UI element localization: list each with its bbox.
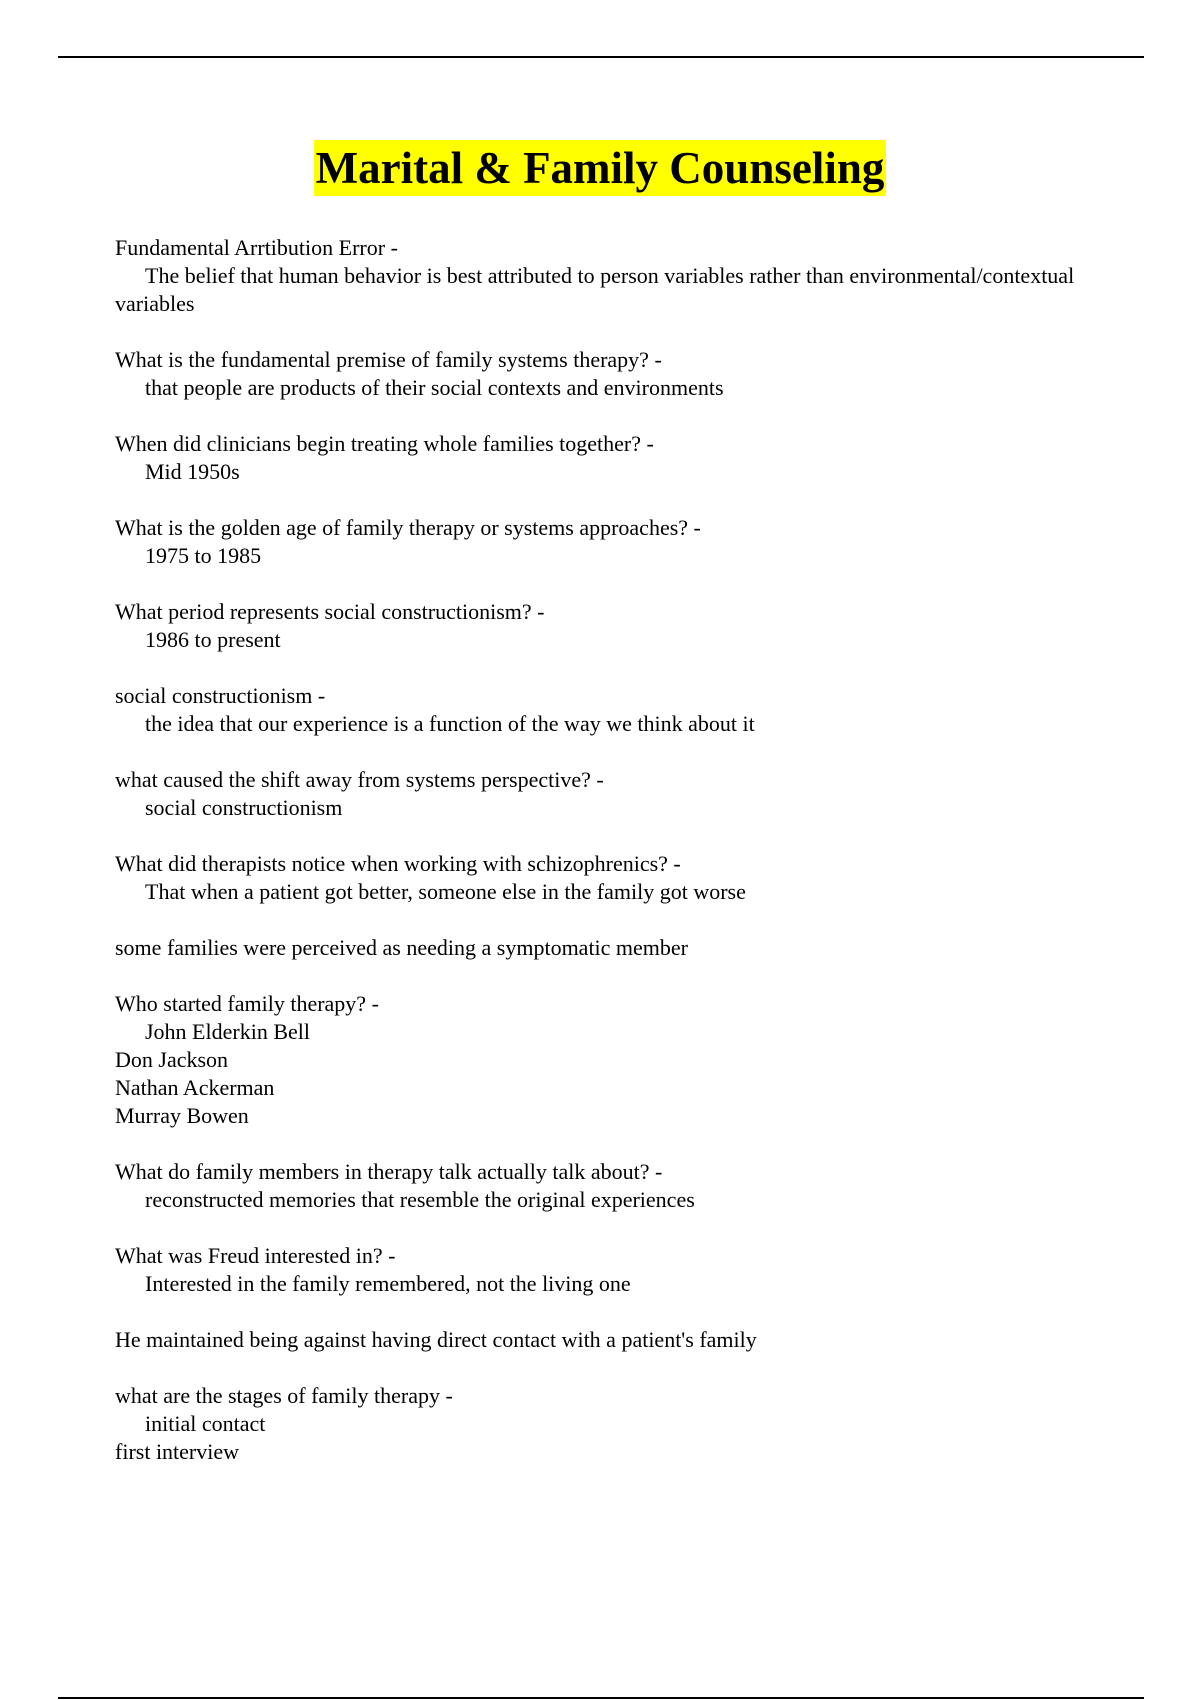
- flashcard-definition-line: first interview: [115, 1439, 240, 1464]
- flashcard-term: What is the fundamental premise of family systems therapy? -: [115, 346, 1115, 374]
- flashcard-entry: [115, 430, 1115, 486]
- flashcard-definition: initial contact: [145, 1411, 266, 1436]
- flashcard-entry: [115, 1242, 1115, 1298]
- flashcard-entry: [115, 990, 1115, 1130]
- flashcard-list: [115, 234, 1115, 1494]
- flashcard-definition-line: Murray Bowen: [115, 1103, 249, 1128]
- flashcard-definition: The belief that human behavior is best attributed to person variables rather than environmental/contextual variables: [115, 263, 1075, 316]
- flashcard-term: what caused the shift away from systems perspective? -: [115, 766, 1115, 794]
- flashcard-entry: [115, 850, 1115, 906]
- flashcard-term: What do family members in therapy talk actually talk about? -: [115, 1158, 1115, 1186]
- flashcard-definition: reconstructed memories that resemble the original experiences: [145, 1187, 695, 1212]
- flashcard-definition: That when a patient got better, someone else in the family got worse: [145, 879, 746, 904]
- flashcard-definition: the idea that our experience is a function of the way we think about it: [145, 711, 755, 736]
- flashcard-definition-line: Nathan Ackerman: [115, 1075, 275, 1100]
- flashcard-entry: [115, 1158, 1115, 1214]
- flashcard-entry: [115, 598, 1115, 654]
- flashcard-term: What period represents social constructionism? -: [115, 598, 1115, 626]
- flashcard-definition: John Elderkin Bell: [145, 1019, 310, 1044]
- header-rule: [58, 56, 1144, 58]
- flashcard-definition: that people are products of their social contexts and environments: [145, 375, 724, 400]
- flashcard-definition: 1975 to 1985: [145, 543, 262, 568]
- flashcard-term: what are the stages of family therapy -: [115, 1382, 1115, 1410]
- flashcard-extra-text: some families were perceived as needing a symptomatic member: [115, 935, 689, 960]
- flashcard-term: What was Freud interested in? -: [115, 1242, 1115, 1270]
- flashcard-definition: 1986 to present: [145, 627, 281, 652]
- flashcard-entry: [115, 234, 1115, 318]
- document-title: Marital & Family Counseling: [314, 140, 887, 196]
- flashcard-note: [115, 934, 1115, 962]
- flashcard-entry: [115, 346, 1115, 402]
- flashcard-term: What is the golden age of family therapy or systems approaches? -: [115, 514, 1115, 542]
- flashcard-entry: [115, 514, 1115, 570]
- flashcard-definition: Mid 1950s: [145, 459, 240, 484]
- flashcard-definition: Interested in the family remembered, not the living one: [145, 1271, 631, 1296]
- flashcard-term: When did clinicians begin treating whole families together? -: [115, 430, 1115, 458]
- title-container: [0, 140, 1200, 196]
- flashcard-term: What did therapists notice when working with schizophrenics? -: [115, 850, 1115, 878]
- flashcard-entry: [115, 766, 1115, 822]
- flashcard-term: Who started family therapy? -: [115, 990, 1115, 1018]
- flashcard-term: social constructionism -: [115, 682, 1115, 710]
- flashcard-entry: [115, 1382, 1115, 1466]
- flashcard-entry: [115, 682, 1115, 738]
- flashcard-note: [115, 1326, 1115, 1354]
- flashcard-extra-text: He maintained being against having direct contact with a patient's family: [115, 1327, 757, 1352]
- footer-rule: [58, 1697, 1144, 1699]
- flashcard-definition-line: Don Jackson: [115, 1047, 229, 1072]
- flashcard-definition: social constructionism: [145, 795, 343, 820]
- flashcard-term: Fundamental Arrtibution Error -: [115, 234, 1115, 262]
